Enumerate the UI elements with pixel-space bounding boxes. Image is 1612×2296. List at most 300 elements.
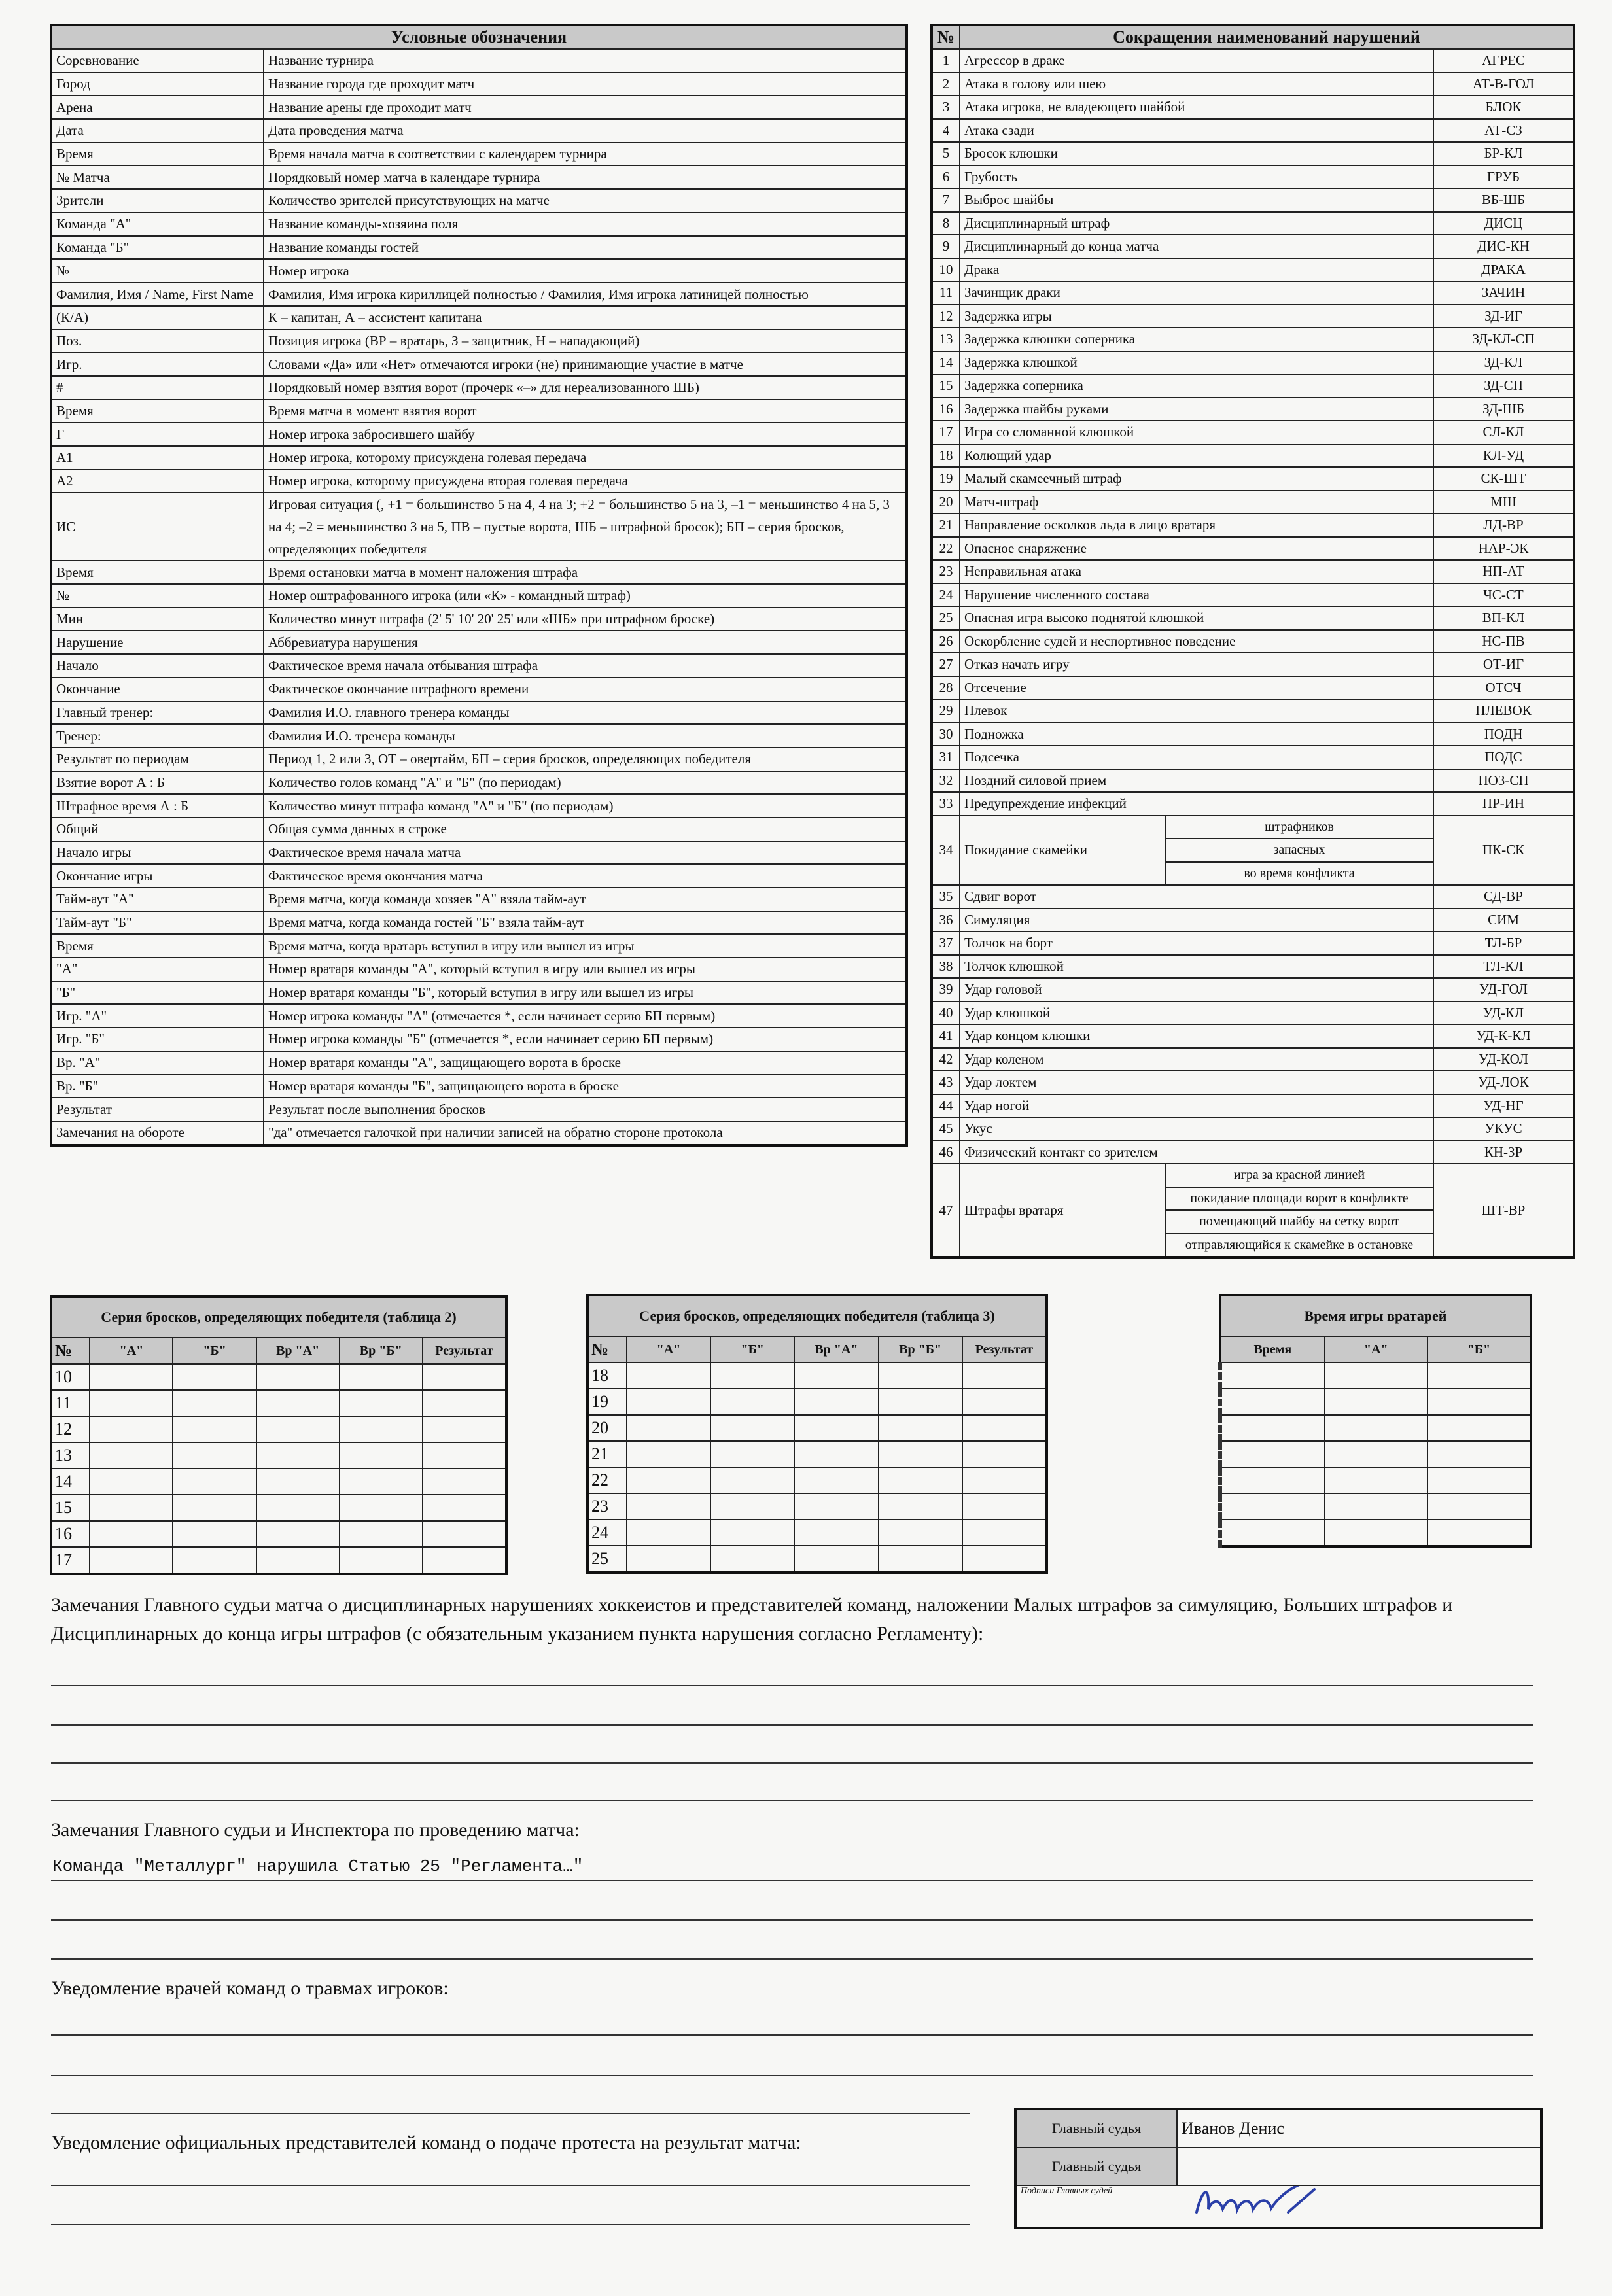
violation-name: Удар коленом <box>960 1048 1433 1071</box>
shootout-cell[interactable] <box>423 1364 506 1390</box>
violations-num-header: № <box>932 25 960 49</box>
legend-term: Поз. <box>51 330 264 353</box>
legend-definition: Словами «Да» или «Нет» отмечаются игроки (не) принимающие участие в матче <box>264 353 907 376</box>
violation-abbreviation: ПОЗ-СП <box>1433 769 1574 793</box>
shootout-cell[interactable] <box>340 1547 423 1574</box>
shootout-cell[interactable] <box>173 1495 256 1521</box>
violation-row <box>932 491 1574 514</box>
violation-name: Физический контакт со зрителем <box>960 1141 1433 1164</box>
violation-abbreviation: АГРЕС <box>1433 49 1574 73</box>
violation-number: 12 <box>932 305 960 328</box>
shootout-cell[interactable] <box>173 1364 256 1390</box>
shootout-row-number: 24 <box>587 1520 627 1546</box>
legend-term: # <box>51 376 264 400</box>
violation-abbreviation: ЗД-ШБ <box>1433 398 1574 421</box>
violation-row <box>932 746 1574 769</box>
violation-name: Зачинщик драки <box>960 281 1433 305</box>
goalie-time-col-b: "Б" <box>1428 1336 1531 1363</box>
shootout-row <box>587 1546 1047 1573</box>
shootout-cell[interactable] <box>423 1390 506 1416</box>
legend-row <box>51 470 907 493</box>
legend-row <box>51 236 907 260</box>
shootout-cell[interactable] <box>962 1363 1047 1389</box>
shootout-cell[interactable] <box>173 1547 256 1574</box>
legend-row <box>51 794 907 818</box>
head-referee-name-1[interactable]: Иванов Денис <box>1177 2109 1541 2148</box>
violation-name: Удар головой <box>960 978 1433 1001</box>
shootout-cell[interactable] <box>879 1441 962 1467</box>
legend-definition: Название арены где проходит матч <box>264 96 907 119</box>
violation-abbreviation: ЗД-ИГ <box>1433 305 1574 328</box>
shootout-row-number: 22 <box>587 1467 627 1493</box>
shootout-cell[interactable] <box>423 1521 506 1547</box>
legend-term: Мин <box>51 608 264 631</box>
shootout-cell[interactable] <box>962 1520 1047 1546</box>
remarks-line[interactable] <box>51 1762 1533 1764</box>
shootout-cell[interactable] <box>90 1469 173 1495</box>
violation-47-abbreviation: ШТ-ВР <box>1433 1164 1574 1257</box>
goalie-b-cell[interactable] <box>1428 1415 1531 1441</box>
goalie-time-cell[interactable] <box>1220 1389 1325 1415</box>
shootout-cell[interactable] <box>627 1389 710 1415</box>
shootout-cell[interactable] <box>962 1415 1047 1441</box>
goalie-a-cell[interactable] <box>1325 1493 1428 1520</box>
violation-row <box>932 305 1574 328</box>
legend-definition: Количество минут штрафа команд "А" и "Б" (по периодам) <box>264 794 907 818</box>
shootout-cell[interactable] <box>962 1441 1047 1467</box>
violation-row <box>932 165 1574 189</box>
violation-number: 35 <box>932 885 960 909</box>
goalie-time-col-time: Время <box>1220 1336 1325 1363</box>
shootout-cell[interactable] <box>256 1495 340 1521</box>
goalie-time-cell[interactable] <box>1220 1363 1325 1389</box>
shootout-cell[interactable] <box>173 1442 256 1469</box>
remarks-line[interactable] <box>51 2113 970 2114</box>
remarks-line[interactable] <box>51 2075 1533 2076</box>
shootout-cell[interactable] <box>627 1546 710 1573</box>
shootout-cell[interactable] <box>627 1493 710 1520</box>
legend-term: Время <box>51 934 264 958</box>
violation-name: Оскорбление судей и неспортивное поведение <box>960 630 1433 653</box>
goalie-a-cell[interactable] <box>1325 1363 1428 1389</box>
violation-abbreviation: БЛОК <box>1433 96 1574 119</box>
goalie-b-cell[interactable] <box>1428 1389 1531 1415</box>
shootout-row-number: 18 <box>587 1363 627 1389</box>
violation-name: Предупреждение инфекций <box>960 792 1433 816</box>
violation-number: 10 <box>932 258 960 282</box>
violation-row <box>932 398 1574 421</box>
goalie-time-row <box>1220 1467 1531 1493</box>
violation-row <box>932 955 1574 979</box>
legend-term: Результат по периодам <box>51 748 264 771</box>
goalie-time-table <box>1218 1294 1532 1548</box>
shootout-cell[interactable] <box>710 1546 794 1573</box>
head-referee-name-2[interactable] <box>1177 2148 1541 2185</box>
violation-row <box>932 723 1574 746</box>
violation-name: Грубость <box>960 165 1433 189</box>
violation-number: 25 <box>932 606 960 630</box>
goalie-time-row <box>1220 1415 1531 1441</box>
goalie-a-cell[interactable] <box>1325 1520 1428 1546</box>
legend-title: Условные обозначения <box>51 25 907 49</box>
violation-34-row <box>932 816 1574 839</box>
shootout-cell[interactable] <box>90 1547 173 1574</box>
shootout-cell[interactable] <box>256 1547 340 1574</box>
violation-row <box>932 513 1574 537</box>
legend-term: Тайм-аут "А" <box>51 888 264 911</box>
violation-name: Толчок на борт <box>960 931 1433 955</box>
goalie-a-cell[interactable] <box>1325 1415 1428 1441</box>
violation-name: Атака сзади <box>960 119 1433 143</box>
shootout-row <box>51 1495 506 1521</box>
violation-abbreviation: КН-ЗР <box>1433 1141 1574 1164</box>
shootout-row <box>51 1469 506 1495</box>
shootout-cell[interactable] <box>90 1390 173 1416</box>
legend-definition: Общая сумма данных в строке <box>264 818 907 841</box>
legend-row <box>51 864 907 888</box>
shootout-cell[interactable] <box>794 1520 878 1546</box>
shootout-cell[interactable] <box>423 1442 506 1469</box>
shootout-cell[interactable] <box>256 1416 340 1442</box>
shootout-row-number: 17 <box>51 1547 90 1574</box>
shootout-row <box>51 1442 506 1469</box>
violation-abbreviation: ЗД-СП <box>1433 374 1574 398</box>
legend-definition: Количество зрителей присутствующих на матче <box>264 189 907 213</box>
shootout-cell[interactable] <box>423 1495 506 1521</box>
legend-row <box>51 1098 907 1121</box>
shootout-cell[interactable] <box>627 1467 710 1493</box>
violation-name: Задержка клюшкой <box>960 351 1433 375</box>
shootout-cell[interactable] <box>173 1390 256 1416</box>
shootout-cell[interactable] <box>256 1521 340 1547</box>
shootout-cell[interactable] <box>710 1441 794 1467</box>
shootout-cell[interactable] <box>794 1493 878 1520</box>
legend-term: Время <box>51 561 264 584</box>
shootout-cell[interactable] <box>879 1520 962 1546</box>
violation-name: Плевок <box>960 699 1433 723</box>
goalie-time-col-a: "А" <box>1325 1336 1428 1363</box>
violation-name: Направление осколков льда в лицо вратаря <box>960 513 1433 537</box>
shootout-cell[interactable] <box>627 1363 710 1389</box>
legend-definition: Название команды-хозяина поля <box>264 213 907 236</box>
legend-row <box>51 306 907 330</box>
shootout-cell[interactable] <box>879 1415 962 1441</box>
shootout-row <box>51 1547 506 1574</box>
legend-term: Результат <box>51 1098 264 1121</box>
legend-term: (К/А) <box>51 306 264 330</box>
violation-number: 1 <box>932 49 960 73</box>
legend-term: Замечания на обороте <box>51 1121 264 1145</box>
shootout-cell[interactable] <box>710 1363 794 1389</box>
shootout-cell[interactable] <box>879 1546 962 1573</box>
goalie-time-cell[interactable] <box>1220 1441 1325 1467</box>
remarks-line[interactable] <box>51 1800 1533 1801</box>
shootout-col-header: Результат <box>962 1336 1047 1363</box>
remarks-line[interactable] <box>51 1919 1533 1921</box>
violation-name: Задержка клюшки соперника <box>960 328 1433 351</box>
shootout-cell[interactable] <box>90 1364 173 1390</box>
shootout-cell[interactable] <box>173 1416 256 1442</box>
legend-row <box>51 631 907 654</box>
goalie-b-cell[interactable] <box>1428 1467 1531 1493</box>
legend-term: Команда "А" <box>51 213 264 236</box>
shootout-cell[interactable] <box>794 1415 878 1441</box>
violation-row <box>932 49 1574 73</box>
violation-abbreviation: ЗД-КЛ <box>1433 351 1574 375</box>
legend-term: Зрители <box>51 189 264 213</box>
legend-term: Команда "Б" <box>51 236 264 260</box>
violation-abbreviation: ДРАКА <box>1433 258 1574 282</box>
violation-row <box>932 630 1574 653</box>
shootout-cell[interactable] <box>627 1415 710 1441</box>
goalie-time-row <box>1220 1363 1531 1389</box>
shootout-col-header: "А" <box>90 1338 173 1364</box>
shootout-cell[interactable] <box>90 1416 173 1442</box>
shootout-cell[interactable] <box>340 1390 423 1416</box>
violation-row <box>932 281 1574 305</box>
violation-abbreviation: ТЛ-БР <box>1433 931 1574 955</box>
shootout-cell[interactable] <box>879 1389 962 1415</box>
violation-row <box>932 653 1574 676</box>
legend-definition: Номер игрока, которому присуждена голевая передача <box>264 446 907 470</box>
shootout-cell[interactable] <box>90 1442 173 1469</box>
shootout-row-number: 15 <box>51 1495 90 1521</box>
remarks-line[interactable] <box>51 1685 1533 1686</box>
violation-number: 5 <box>932 142 960 165</box>
violation-47-subtype: отправляющийся к скамейке в остановке <box>1165 1234 1433 1258</box>
violation-row <box>932 1117 1574 1141</box>
remarks-line[interactable] <box>51 2034 1533 2036</box>
legend-definition: Время матча в момент взятия ворот <box>264 400 907 423</box>
shootout-cell[interactable] <box>879 1467 962 1493</box>
remarks-line[interactable] <box>51 1724 1533 1726</box>
shootout-cell[interactable] <box>794 1363 878 1389</box>
shootout-cell[interactable] <box>340 1416 423 1442</box>
violation-34-abbreviation: ПК-СК <box>1433 816 1574 886</box>
shootout-cell[interactable] <box>962 1493 1047 1520</box>
violation-number: 46 <box>932 1141 960 1164</box>
shootout-row-number: 25 <box>587 1546 627 1573</box>
violation-number: 17 <box>932 421 960 444</box>
violation-abbreviation: УД-К-КЛ <box>1433 1024 1574 1048</box>
goalie-time-cell[interactable] <box>1220 1520 1325 1546</box>
shootout-row-number: 19 <box>587 1389 627 1415</box>
legend-term: Штрафное время А : Б <box>51 794 264 818</box>
shootout-cell[interactable] <box>256 1390 340 1416</box>
legend-term: Окончание игры <box>51 864 264 888</box>
violation-number: 39 <box>932 978 960 1001</box>
violation-abbreviation: ГРУБ <box>1433 165 1574 189</box>
violation-row <box>932 142 1574 165</box>
legend-term: Тренер: <box>51 724 264 748</box>
goalie-time-cell[interactable] <box>1220 1467 1325 1493</box>
violation-number: 45 <box>932 1117 960 1141</box>
shootout-cell[interactable] <box>879 1363 962 1389</box>
goalie-b-cell[interactable] <box>1428 1441 1531 1467</box>
legend-definition: Фактическое время окончания матча <box>264 864 907 888</box>
violation-row <box>932 792 1574 816</box>
shootout-col-header: Вр "А" <box>256 1338 340 1364</box>
goalie-time-title: Время игры вратарей <box>1220 1295 1531 1336</box>
shootout-cell[interactable] <box>340 1495 423 1521</box>
signature-area[interactable] <box>1177 2185 1541 2228</box>
legend-definition: Дата проведения матча <box>264 119 907 143</box>
violation-number: 40 <box>932 1001 960 1025</box>
shootout-cell[interactable] <box>627 1441 710 1467</box>
shootout-cell[interactable] <box>256 1364 340 1390</box>
shootout-cell[interactable] <box>256 1442 340 1469</box>
violation-name: Агрессор в драке <box>960 49 1433 73</box>
goalie-a-cell[interactable] <box>1325 1467 1428 1493</box>
violation-name: Игра со сломанной клюшкой <box>960 421 1433 444</box>
legend-term: Взятие ворот А : Б <box>51 771 264 795</box>
legend-definition: Фактическое время начала матча <box>264 841 907 865</box>
legend-term: Дата <box>51 119 264 143</box>
shootout-cell[interactable] <box>710 1493 794 1520</box>
goalie-time-cell[interactable] <box>1220 1415 1325 1441</box>
shootout-cell[interactable] <box>710 1389 794 1415</box>
legend-term: "Б" <box>51 981 264 1005</box>
violation-name: Бросок клюшки <box>960 142 1433 165</box>
shootout-row <box>587 1493 1047 1520</box>
shootout-cell[interactable] <box>710 1415 794 1441</box>
legend-definition: Номер игрока, которому присуждена вторая голевая передача <box>264 470 907 493</box>
violation-47-subtype: игра за красной линией <box>1165 1164 1433 1187</box>
shootout-num-header: № <box>51 1338 90 1364</box>
goalie-b-cell[interactable] <box>1428 1493 1531 1520</box>
shootout-row <box>51 1521 506 1547</box>
discipline-remarks-label: Замечания Главного судьи матча о дисциплинарных нарушениях хоккеистов и представителей команд, наложении Малых штрафов за симуляцию, Больших штрафов и Дисциплинарных до конца игры штрафов (с обязательным указанием пункта нарушения согласно Регламенту): <box>51 1594 1453 1644</box>
shootout-cell[interactable] <box>962 1467 1047 1493</box>
legend-definition: Аббревиатура нарушения <box>264 631 907 654</box>
shootout-cell[interactable] <box>962 1389 1047 1415</box>
violation-number: 30 <box>932 723 960 746</box>
violation-name: Симуляция <box>960 909 1433 932</box>
remarks-line[interactable] <box>51 2185 970 2186</box>
legend-row <box>51 259 907 283</box>
signature-caption: Подписи Главных судей <box>1015 2185 1177 2228</box>
shootout-cell[interactable] <box>794 1467 878 1493</box>
shootout-row-number: 12 <box>51 1416 90 1442</box>
legend-row <box>51 376 907 400</box>
legend-row <box>51 189 907 213</box>
violation-name: Удар локтем <box>960 1071 1433 1094</box>
shootout-cell[interactable] <box>173 1469 256 1495</box>
violation-name: Опасное снаряжение <box>960 537 1433 561</box>
legend-row <box>51 1004 907 1028</box>
shootout-cell[interactable] <box>256 1469 340 1495</box>
violations-title: Сокращения наименований нарушений <box>960 25 1574 49</box>
legend-definition: Номер вратаря команды "А", который вступил в игру или вышел из игры <box>264 958 907 981</box>
violation-number: 2 <box>932 73 960 96</box>
goalie-b-cell[interactable] <box>1428 1520 1531 1546</box>
violations-table <box>930 24 1575 1259</box>
violation-name: Подножка <box>960 723 1433 746</box>
legend-definition: Фактическое время начала отбывания штрафа <box>264 654 907 678</box>
violation-abbreviation: БР-КЛ <box>1433 142 1574 165</box>
shootout-cell[interactable] <box>340 1364 423 1390</box>
legend-row <box>51 608 907 631</box>
remarks-line[interactable] <box>51 1958 1533 1960</box>
violation-abbreviation: ПОДН <box>1433 723 1574 746</box>
violation-row <box>932 978 1574 1001</box>
goalie-a-cell[interactable] <box>1325 1441 1428 1467</box>
violation-abbreviation: ДИСЦ <box>1433 212 1574 235</box>
legend-definition: Количество голов команд "А" и "Б" (по периодам) <box>264 771 907 795</box>
violation-number: 28 <box>932 676 960 700</box>
shootout-num-header: № <box>587 1336 627 1363</box>
shootout-cell[interactable] <box>90 1521 173 1547</box>
shootout-cell[interactable] <box>423 1416 506 1442</box>
shootout-cell[interactable] <box>340 1469 423 1495</box>
shootout-row <box>587 1441 1047 1467</box>
violation-abbreviation: ВБ-ШБ <box>1433 188 1574 212</box>
legend-definition: Номер оштрафованного игрока (или «К» - командный штраф) <box>264 584 907 608</box>
shootout-row-number: 13 <box>51 1442 90 1469</box>
shootout-cell[interactable] <box>879 1493 962 1520</box>
shootout-cell[interactable] <box>173 1521 256 1547</box>
legend-table <box>50 24 908 1147</box>
shootout-cell[interactable] <box>627 1520 710 1546</box>
violation-name: Укус <box>960 1117 1433 1141</box>
violation-name: Опасная игра высоко поднятой клюшкой <box>960 606 1433 630</box>
shootout-cell[interactable] <box>90 1495 173 1521</box>
legend-row <box>51 353 907 376</box>
shootout-cell[interactable] <box>710 1520 794 1546</box>
legend-definition: Время матча, когда команда гостей "Б" взяла тайм-аут <box>264 911 907 935</box>
head-referee-label-1: Главный судья <box>1015 2109 1177 2148</box>
legend-definition: Номер вратаря команды "Б", который вступил в игру или вышел из игры <box>264 981 907 1005</box>
goalie-time-cell[interactable] <box>1220 1493 1325 1520</box>
shootout-col-header: "Б" <box>710 1336 794 1363</box>
violation-row <box>932 119 1574 143</box>
shootout-cell[interactable] <box>962 1546 1047 1573</box>
legend-definition: К – капитан, А – ассистент капитана <box>264 306 907 330</box>
shootout-cell[interactable] <box>340 1521 423 1547</box>
violation-number: 44 <box>932 1094 960 1118</box>
shootout-cell[interactable] <box>423 1469 506 1495</box>
goalie-a-cell[interactable] <box>1325 1389 1428 1415</box>
violation-name: Атака игрока, не владеющего шайбой <box>960 96 1433 119</box>
inspector-remarks-entry[interactable]: Команда "Металлург" нарушила Статью 25 "Регламента…" <box>52 1856 584 1876</box>
violation-row <box>932 258 1574 282</box>
legend-row <box>51 654 907 678</box>
remarks-line[interactable] <box>51 2224 970 2225</box>
shootout-cell[interactable] <box>710 1467 794 1493</box>
shootout-cell[interactable] <box>794 1441 878 1467</box>
goalie-time-row <box>1220 1520 1531 1546</box>
remarks-line[interactable] <box>51 1880 1533 1881</box>
shootout-cell[interactable] <box>794 1389 878 1415</box>
violation-number: 32 <box>932 769 960 793</box>
shootout-cell[interactable] <box>794 1546 878 1573</box>
violation-number: 11 <box>932 281 960 305</box>
legend-definition: Название города где проходит матч <box>264 73 907 96</box>
violation-number: 13 <box>932 328 960 351</box>
violation-row <box>932 374 1574 398</box>
shootout-row <box>587 1415 1047 1441</box>
violation-name: Отсечение <box>960 676 1433 700</box>
violation-row <box>932 885 1574 909</box>
violation-number: 8 <box>932 212 960 235</box>
legend-term: Окончание <box>51 678 264 701</box>
shootout-cell[interactable] <box>423 1547 506 1574</box>
legend-term: Вр. "Б" <box>51 1075 264 1098</box>
shootout-cell[interactable] <box>340 1442 423 1469</box>
goalie-b-cell[interactable] <box>1428 1363 1531 1389</box>
legend-row <box>51 934 907 958</box>
violation-abbreviation: НС-ПВ <box>1433 630 1574 653</box>
